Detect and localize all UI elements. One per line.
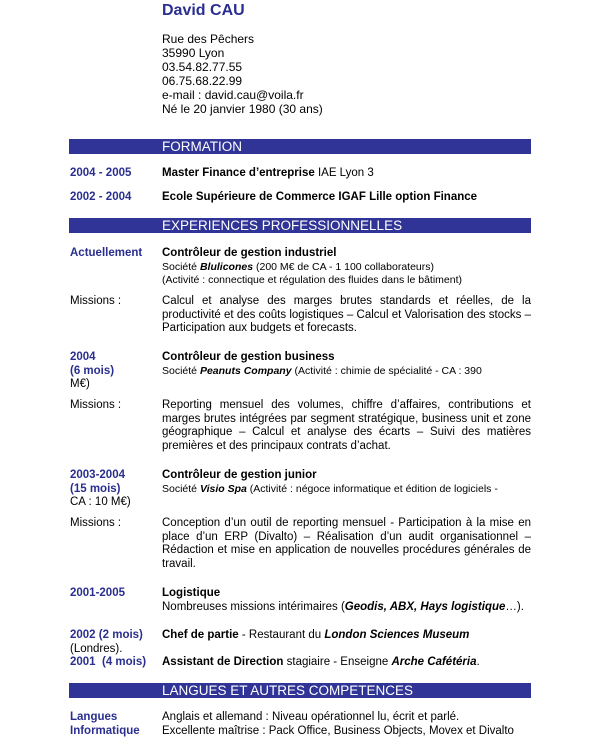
job-company-line-2 (162, 365, 531, 379)
job-line-5 (162, 629, 531, 643)
job-period-3: 2003-2004 (70, 469, 125, 481)
email-line (162, 88, 323, 102)
section-bar-formation (69, 139, 531, 154)
job-company-overflow-2: M€) (70, 378, 90, 390)
job-period-2: 2004 (70, 351, 96, 363)
desc-prefix: Nombreuses missions intérimaires ( (162, 600, 345, 613)
skill-text-1: Anglais et allemand : Niveau opérationnel lu, écrit et parlé. (162, 711, 460, 723)
phone-mobile: 06.75.68.22.99 (162, 74, 243, 88)
job-missions-1: Calcul et analyse des marges brutes standards et réelles, de la productivité et des coûts logistiques – Calcul et Valorisation des stocks – Participation aux budgets et forecasts. (162, 295, 531, 334)
address-city: 35990 Lyon (162, 46, 225, 60)
job-dates-6 (70, 656, 146, 670)
job-period-5: 2002 (70, 629, 96, 641)
company-info: (200 M€ de CA - 1 100 collaborateurs) (255, 260, 434, 273)
desc-prefix: stagiaire - Enseigne (286, 656, 389, 668)
job-title-6: Assistant de Direction (162, 656, 284, 668)
missions-label-2: Missions : (70, 399, 122, 411)
job-details-3 (162, 469, 531, 496)
job-missions-2: Reporting mensuel des volumes, chiffre d’affaires, contributions et marges brutes intégrées par segment stratégique, business unit et zone géographique – Calcul et analyse des écarts – Suivi des matières premières et des principaux contrats d’achat. (162, 399, 531, 452)
job-details-1 (162, 247, 531, 288)
job-details-4 (162, 587, 531, 614)
job-title-3: Contrôleur de gestion junior (162, 469, 317, 481)
job-title-2: Contrôleur de gestion business (162, 351, 335, 363)
job-duration-2: (6 mois) (70, 364, 115, 377)
formation-school-1: IAE Lyon 3 (317, 167, 374, 179)
job-company-line-1 (162, 261, 531, 275)
job-title-5: Chef de partie (162, 629, 239, 641)
job-details-2 (162, 351, 531, 378)
email-label: e-mail : (162, 88, 202, 102)
job-dates-2 (70, 351, 114, 392)
birth-date: Né le 20 janvier 1980 (30 ans) (162, 102, 323, 116)
skill-text-2: Excellente maîtrise : Pack Office, Business Objects, Movex et Divalto (162, 725, 514, 737)
company-info: (Activité : négoce informatique et édition de logiciels - (249, 482, 498, 495)
section-bar-experiences (69, 218, 531, 233)
candidate-name: David CAU (162, 2, 245, 19)
email-address: david.cau@voila.fr (204, 88, 304, 102)
company-prefix: Société (162, 260, 198, 273)
job-company-1: Blulicones (199, 260, 254, 273)
job-company-line-3 (162, 483, 531, 497)
section-title-experiences: EXPERIENCES PROFESSIONNELLES (162, 218, 403, 233)
job-company-3: Visio Spa (199, 482, 247, 495)
desc-suffix: . (476, 656, 480, 668)
desc-prefix: - Restaurant du (241, 629, 322, 641)
company-info: (Activité : chimie de spécialité - CA : 390 (294, 364, 482, 377)
formation-degree-2: Ecole Supérieure de Commerce IGAF Lille option Finance (162, 191, 478, 203)
job-desc-4 (162, 601, 531, 615)
skill-label-2: Informatique (70, 725, 140, 737)
job-duration-6: (4 mois) (101, 656, 147, 668)
job-dates-3 (70, 469, 131, 510)
skill-label-1: Langues (70, 711, 118, 723)
job-activity-1: (Activité : connectique et régulation des fluides dans le bâtiment) (162, 274, 463, 286)
desc-suffix: …). (505, 600, 524, 613)
job-duration-5: (2 mois) (98, 629, 143, 641)
job-company-overflow-3: CA : 10 M€) (70, 496, 131, 508)
job-period-4: 2001-2005 (70, 587, 125, 599)
missions-label-1: Missions : (70, 295, 122, 307)
job-missions-3: Conception d’un outil de reporting mensuel - Participation à la mise en place d’un ERP (Divalto) – Réalisation d’un audit organisationnel – Rédaction et mise en application de nouvelles procédures générales de travail. (162, 517, 531, 570)
section-bar-langues (69, 683, 531, 698)
desc-companies: Geodis, ABX, Hays logistique (344, 600, 506, 613)
phone-landline: 03.54.82.77.55 (162, 60, 243, 74)
formation-years-1: 2004 - 2005 (70, 167, 132, 179)
job-location-overflow-5: (Londres). (70, 642, 123, 655)
job-title-1: Contrôleur de gestion industriel (162, 247, 337, 259)
section-title-langues: LANGUES ET AUTRES COMPETENCES (162, 683, 414, 698)
company-prefix: Société (162, 482, 198, 495)
job-duration-3: (15 mois) (70, 482, 121, 495)
job-company-2: Peanuts Company (199, 364, 292, 377)
job-period-6: 2001 (70, 656, 96, 668)
job-period-1: Actuellement (70, 247, 143, 259)
formation-entry-1 (162, 167, 531, 181)
formation-degree-1: Master Finance d’entreprise (162, 167, 315, 179)
job-line-6 (162, 656, 531, 670)
missions-label-3: Missions : (70, 517, 122, 529)
company-prefix: Société (162, 364, 198, 377)
job-dates-5 (70, 629, 143, 656)
contact-block (162, 32, 323, 116)
job-title-4: Logistique (162, 587, 221, 599)
section-title-formation: FORMATION (162, 139, 242, 154)
desc-company: Arche Cafétéria (391, 656, 477, 668)
desc-venue: London Sciences Museum (324, 629, 470, 641)
formation-years-2: 2002 - 2004 (70, 191, 132, 203)
address-street: Rue des Pêchers (162, 32, 255, 46)
